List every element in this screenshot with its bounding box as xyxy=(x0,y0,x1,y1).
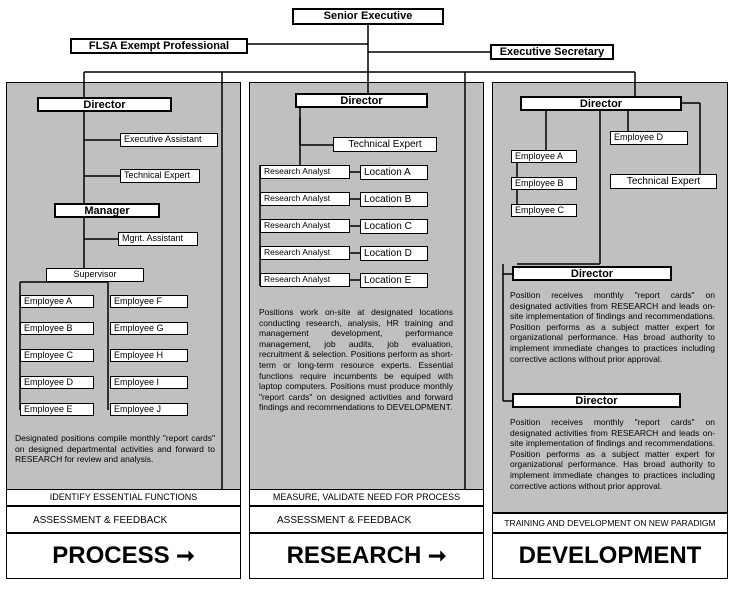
research-assessment-band xyxy=(249,506,484,533)
research-analyst-a-box: Research Analyst xyxy=(260,165,350,179)
research-technical-expert-box: Technical Expert xyxy=(333,137,437,152)
research-description: Positions work on-site at designated locations conducting research, analysis, HR training and management development, performance management, job audits, job evaluation, recruitment & selection. Positions perform as short-term or long-term resource experts. Essential functions require incumbents be equiped with laptop computers. Positions must produce monthly "report cards" on designed activities and forward findings and recommendations to DEVELOPMENT. xyxy=(259,307,453,413)
research-analyst-e-box: Research Analyst xyxy=(260,273,350,287)
process-employee-j-box: Employee J xyxy=(110,403,188,416)
research-analyst-b-box: Research Analyst xyxy=(260,192,350,206)
process-employee-b-box: Employee B xyxy=(20,322,94,335)
development-footer-label: DEVELOPMENT xyxy=(518,542,702,569)
process-employee-a-box: Employee A xyxy=(20,295,94,308)
process-assessment-label: ASSESSMENT & FEEDBACK xyxy=(33,515,168,526)
research-assessment-label: ASSESSMENT & FEEDBACK xyxy=(277,515,412,526)
development-employee-b-box: Employee B xyxy=(511,177,577,190)
research-measure-band: MEASURE, VALIDATE NEED FOR PROCESS xyxy=(249,489,484,506)
development-technical-expert-box: Technical Expert xyxy=(610,174,717,189)
arrow-right-icon: ➞ xyxy=(176,543,195,568)
process-employee-f-box: Employee F xyxy=(110,295,188,308)
research-location-c-box: Location C xyxy=(360,219,428,234)
process-assessment-band xyxy=(6,506,241,533)
process-executive-assistant-box: Executive Assistant xyxy=(120,133,218,147)
process-description: Designated positions compile monthly "report cards" on designed departmental activities and forward to RESEARCH for review and analysis. xyxy=(15,433,215,465)
process-technical-expert-box: Technical Expert xyxy=(120,169,200,183)
research-location-e-box: Location E xyxy=(360,273,428,288)
development-sub-description-1: Position receives monthly "report cards" on designated activities from RESEARCH and leads on-site implementation of findings and recommendations. Position performs as a subject matter expert for organizational performance. Has broad authority to implement immediate changes to practices including corrective actions without prior approval. xyxy=(510,290,715,364)
process-mgnt-assistant-box: Mgnt. Assistant xyxy=(118,232,198,246)
research-location-a-box: Location A xyxy=(360,165,428,180)
process-footer xyxy=(6,533,241,579)
development-sub-director-1-box: Director xyxy=(512,266,672,281)
research-footer-label: RESEARCH xyxy=(286,542,422,569)
development-footer xyxy=(492,533,728,579)
development-employee-d-box: Employee D xyxy=(610,131,688,145)
arrow-right-icon: ➞ xyxy=(427,543,447,568)
research-location-b-box: Location B xyxy=(360,192,428,207)
process-footer-label: PROCESS xyxy=(52,542,170,569)
process-employee-g-box: Employee G xyxy=(110,322,188,335)
executive-secretary-box: Executive Secretary xyxy=(490,44,614,60)
development-sub-description-2: Position receives monthly "report cards" on designated activities from RESEARCH and leads on-site implementation of findings and recommendations. Position performs as a subject matter expert for organizational performance. Has broad authority to implement immediate changes to practices including corrective actions without prior approval. xyxy=(510,417,715,491)
process-manager-box: Manager xyxy=(54,203,160,218)
development-employee-a-box: Employee A xyxy=(511,150,577,163)
research-location-d-box: Location D xyxy=(360,246,428,261)
process-identify-band: IDENTIFY ESSENTIAL FUNCTIONS xyxy=(6,489,241,506)
process-director-box: Director xyxy=(37,97,172,112)
research-analyst-d-box: Research Analyst xyxy=(260,246,350,260)
process-employee-c-box: Employee C xyxy=(20,349,94,362)
process-employee-e-box: Employee E xyxy=(20,403,94,416)
flsa-exempt-professional-box: FLSA Exempt Professional xyxy=(70,38,248,54)
process-employee-h-box: Employee H xyxy=(110,349,188,362)
development-sub-director-2-box: Director xyxy=(512,393,681,408)
process-supervisor-box: Supervisor xyxy=(46,268,144,282)
senior-executive-box: Senior Executive xyxy=(292,8,444,25)
process-employee-d-box: Employee D xyxy=(20,376,94,389)
process-employee-i-box: Employee I xyxy=(110,376,188,389)
research-analyst-c-box: Research Analyst xyxy=(260,219,350,233)
research-director-box: Director xyxy=(295,93,428,108)
development-training-band: TRAINING AND DEVELOPMENT ON NEW PARADIGM xyxy=(492,513,728,533)
development-director-box: Director xyxy=(520,96,682,111)
research-footer xyxy=(249,533,484,579)
development-employee-c-box: Employee C xyxy=(511,204,577,217)
